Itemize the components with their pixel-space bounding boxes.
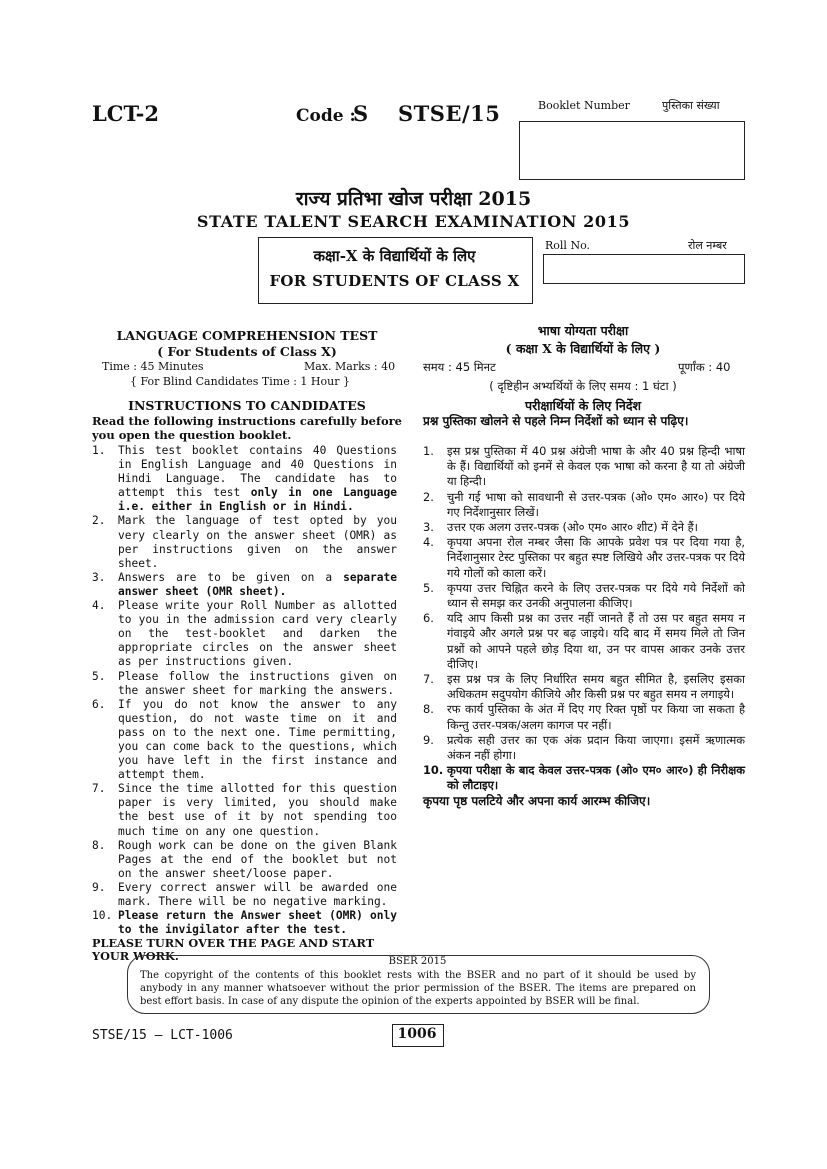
exam-code: STSE/15 — [398, 101, 501, 126]
list-item: 7. इस प्रश्न पत्र के लिए निर्धारित समय बहुत सीमित है, इसलिए इसका अधिकतम सदुपयोग कीजिये और किसी प्रश्न पर बहुत समय न लगाइये। — [423, 672, 745, 702]
copyright-text: The copyright of the contents of this booklet rests with the BSER and no part of it should be used by anybody in any manner whatsoever without the prior permission of the BSER. The items are prepared on best effort basis. In case of any dispute the opinion of the experts appointed by BSER will be final. — [140, 970, 696, 1007]
list-item: 2. चुनी गई भाषा को सावधानी से उत्तर-पत्रक (ओ० एम० आर०) पर दिये गए निर्देशानुसार लिखें। — [423, 489, 745, 519]
list-item: 5. कृपया उत्तर चिह्नित करने के लिए उत्तर-पत्रक पर दिये गये निर्देशों को ध्यान से समझ कर उनकी अनुपालना कीजिए। — [423, 580, 745, 611]
max-marks-hindi: पूर्णांक : 40 — [678, 360, 731, 374]
test-name-english: LANGUAGE COMPREHENSION TEST — [116, 328, 378, 343]
code-label: Code : — [296, 106, 356, 126]
list-item: 1. This test booklet contains 40 Questions in English Language and 40 Questions in Hindi Language. The candidate has to attempt this test only in one Language i.e. either in English or in Hindi. — [92, 444, 397, 514]
closing-hindi: कृपया पृष्ठ पलटिये और अपना कार्य आरम्भ कीजिए। — [423, 793, 651, 808]
code-value: S — [353, 101, 369, 126]
list-item: 8. Rough work can be done on the given Blank Pages at the end of the booklet but not on the answer sheet/loose paper. — [92, 838, 397, 880]
for-students-hindi: ( कक्षा X के विद्यार्थियों के लिए ) — [505, 341, 661, 356]
page-number: 1006 — [397, 1026, 437, 1042]
instructions-intro-hindi: प्रश्न पुस्तिका खोलने से पहले निम्न निर्देशों को ध्यान से पढ़िए। — [423, 414, 689, 428]
list-item: 2. Mark the language of test opted by you very clearly on the answer sheet (OMR) as per instructions given on the answer sheet. — [92, 514, 397, 570]
list-item: 4. कृपया अपना रोल नम्बर जैसा कि आपके प्रवेश पत्र पर दिया गया है, निर्देशानुसार टेस्ट पुस्तिका पर बहुत स्पष्ट लिखिये और उत्तर-पत्रक पर दिये गये गोलों को काला करें। — [423, 535, 745, 580]
copyright-title: BSER 2015 — [388, 956, 447, 967]
exam-title-english: STATE TALENT SEARCH EXAMINATION 2015 — [196, 212, 631, 231]
instructions-intro-english: Read the following instructions carefully before you open the question booklet. — [92, 414, 402, 443]
booklet-number-label: Booklet Number — [538, 99, 630, 112]
roll-no-field[interactable] — [543, 254, 745, 284]
exam-title-hindi: राज्य प्रतिभा खोज परीक्षा 2015 — [295, 188, 532, 210]
for-students-english: ( For Students of Class X) — [157, 344, 337, 359]
test-name-hindi: भाषा योग्यता परीक्षा — [537, 323, 629, 338]
instructions-heading-hindi: परीक्षार्थियों के लिए निर्देश — [525, 398, 641, 413]
list-item: 9. Every correct answer will be awarded one mark. There will be no negative marking. — [92, 880, 397, 908]
class-label-english: FOR STUDENTS OF CLASS X — [269, 272, 520, 290]
blind-time-english: { For Blind Candidates Time : 1 Hour } — [130, 375, 350, 388]
list-item: 8. रफ कार्य पुस्तिका के अंत में दिए गए रिक्त पृष्ठों पर किया जा सकता है किन्तु उत्तर-पत्रक/अलग कागज पर नहीं। — [423, 702, 745, 732]
list-item: 6. If you do not know the answer to any question, do not waste time on it and pass on to the next one. Time permitting, you can come back to the questions, which you have left in the first instance and attempt them. — [92, 697, 397, 782]
list-item: 3. उत्तर एक अलग उत्तर-पत्रक (ओ० एम० आर० शीट) में देने हैं। — [423, 520, 698, 535]
instructions-list-english — [92, 444, 397, 963]
set-code: LCT-2 — [92, 101, 159, 126]
class-label-hindi: कक्षा-X के विद्यार्थियों के लिए — [313, 247, 476, 265]
list-item: 1. इस प्रश्न पुस्तिका में 40 प्रश्न अंग्रेजी भाषा के और 40 प्रश्न हिन्दी भाषा के हैं। विद्यार्थियों को इनमें से केवल एक भाषा को करना है या तो अंग्रेजी या हिन्दी। — [423, 444, 745, 489]
footer-code: STSE/15 – LCT-1006 — [92, 1028, 233, 1043]
booklet-number-field[interactable] — [519, 121, 745, 180]
max-marks-english: Max. Marks : 40 — [304, 360, 396, 373]
list-item: 10. Please return the Answer sheet (OMR) only to the invigilator after the test. — [92, 909, 397, 937]
instructions-heading-english: INSTRUCTIONS TO CANDIDATES — [128, 398, 366, 413]
list-item: 5. Please follow the instructions given on the answer sheet for marking the answers. — [92, 669, 397, 697]
list-item: 9. प्रत्येक सही उत्तर का एक अंक प्रदान किया जाएगा। इसमें ऋणात्मक अंकन नहीं होगा। — [423, 732, 745, 763]
instructions-list-hindi — [423, 444, 745, 809]
blind-time-hindi: ( दृष्टिहीन अभ्यर्थियों के लिए समय : 1 घंटा ) — [489, 379, 677, 393]
roll-no-label-hindi: रोल नम्बर — [688, 239, 727, 252]
time-hindi: समय : 45 मिनट — [423, 360, 496, 374]
list-item: 6. यदि आप किसी प्रश्न का उत्तर नहीं जानते हैं तो उस पर बहुत समय न गंवाइये और अगले प्रश्न पर बढ़ जाइये। यदि बाद में समय मिले तो जिन प्रश्नों को आपने पहले छोड़ दिया था, उन पर वापस आकर उनके उत्तर दीजिए। — [423, 611, 745, 671]
list-item: 3. Answers are to be given on a separate answer sheet (OMR sheet). — [92, 570, 397, 598]
roll-no-label: Roll No. — [545, 239, 590, 252]
booklet-number-label-hindi: पुस्तिका संख्या — [662, 99, 720, 112]
list-item: 4. Please write your Roll Number as allotted to you in the admission card very clearly on the test-booklet and darken the appropriate circles on the answer sheet as per instructions given. — [92, 599, 397, 669]
list-item: 7. Since the time allotted for this question paper is very limited, you should make the best use of it by not spending too much time on any one question. — [92, 782, 397, 838]
time-english: Time : 45 Minutes — [102, 360, 204, 373]
list-item: 10. कृपया परीक्षा के बाद केवल उत्तर-पत्रक (ओ० एम० आर०) ही निरीक्षक को लौटाइए। — [423, 763, 745, 793]
closing-english: PLEASE TURN OVER THE PAGE AND START YOUR WORK. — [92, 936, 375, 964]
